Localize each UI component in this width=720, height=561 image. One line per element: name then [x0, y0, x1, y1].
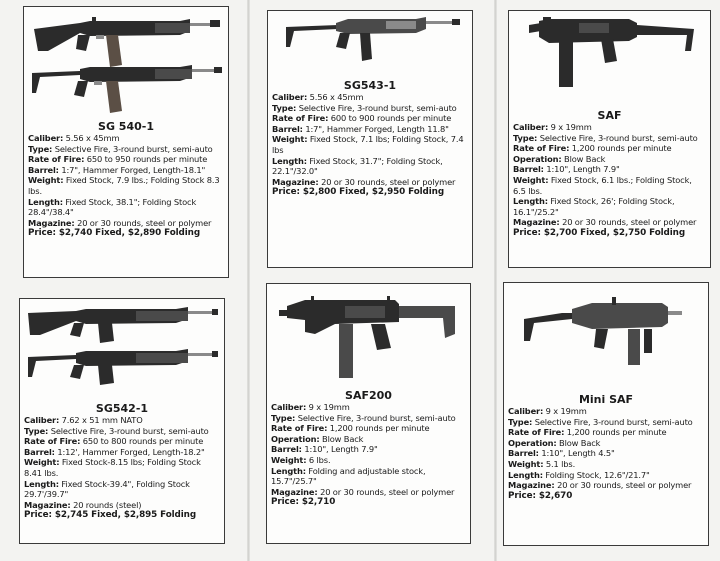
spec-length: Length: Fixed Stock, 31.7"; Folding Stock, 22.1"/32.0": [272, 155, 443, 177]
smg-image: [508, 283, 704, 393]
spec-length: Length: Fixed Stock, 38.1"; Folding Stock 28.4"/38.4": [28, 196, 197, 218]
spec-barrel: Barrel: 1:10", Length 7.9": [271, 444, 378, 455]
model-name: SAF: [597, 109, 622, 122]
spec-type: Type: Selective Fire, 3-round burst, semi-auto: [508, 416, 693, 427]
rifle-folding-stock-icon: [26, 349, 222, 399]
spec-operation: Operation: Blow Back: [271, 433, 364, 444]
spec-length: Length: Fixed Stock-39.4", Folding Stock 29.7'/39.7": [24, 478, 190, 500]
smg-folding-stock-icon: [519, 17, 709, 107]
spec-list: [272, 92, 468, 198]
spec-magazine: Magazine: 20 rounds (steel): [24, 499, 142, 510]
spec-caliber: Caliber: 9 x 19mm: [513, 122, 592, 132]
spec-rate-of-fire: Rate of Fire: 650 to 800 rounds per minute: [24, 436, 204, 447]
spec-length: Length: Fixed Stock, 26'; Folding Stock, 16.1"/25.2": [513, 196, 675, 217]
spec-weight: Weight: 5.1 lbs.: [508, 458, 576, 469]
model-name: SG 540-1: [98, 120, 154, 133]
smg-image: [271, 284, 466, 389]
spec-weight: Weight: Fixed Stock, 7.1 lbs; Folding Stock, 7.4 lbs: [272, 134, 464, 155]
carbine-folding-stock-icon: [276, 15, 472, 75]
page-fold-left: [247, 0, 250, 561]
price: Price: $2,740 Fixed, $2,890 Folding: [28, 228, 201, 239]
spec-barrel: Barrel: 1:12', Hammer Forged, Length-18.2": [24, 446, 205, 457]
spec-magazine: Magazine: 20 or 30 rounds, steel or polymer: [508, 480, 692, 491]
spec-barrel: Barrel: 1:7", Hammer Forged, Length 11.8": [272, 123, 449, 134]
spec-type: Type: Selective Fire, 3-round burst, semi-auto: [28, 143, 213, 154]
spec-list: [508, 406, 704, 502]
model-name: SG543-1: [343, 79, 397, 92]
spec-barrel: Barrel: 1:10", Length 4.5": [508, 448, 615, 459]
price: Price: $2,745 Fixed, $2,895 Folding: [24, 510, 197, 521]
spec-magazine: Magazine: 20 or 30 rounds, steel or polymer: [28, 217, 212, 228]
spec-length: Length: Folding Stock, 12.6"/21.7": [508, 469, 650, 480]
spec-magazine: Magazine: 20 or 30 rounds, steel or polymer: [513, 217, 697, 228]
spec-caliber: Caliber: 7.62 x 51 mm NATO: [24, 415, 143, 425]
spec-operation: Operation: Blow Back: [513, 153, 606, 164]
spec-type: Type: Selective Fire, 3-round burst, semi-auto: [272, 102, 457, 113]
product-card-saf: [508, 10, 711, 268]
model-name: Mini SAF: [578, 393, 634, 406]
page-fold-right: [494, 0, 497, 561]
rifle-image: [24, 299, 220, 402]
spec-rate-of-fire: Rate of Fire: 650 to 950 rounds per minute: [28, 154, 208, 165]
spec-rate-of-fire: Rate of Fire: 1,200 rounds per minute: [271, 423, 430, 434]
spec-rate-of-fire: Rate of Fire: 1,200 rounds per minute: [508, 427, 667, 438]
spec-list: [28, 133, 224, 239]
spec-magazine: Magazine: 20 or 30 rounds, steel or polymer: [272, 176, 456, 187]
product-card-mini-saf: [503, 282, 709, 546]
spec-list: [271, 402, 466, 508]
product-card-sg540-1: [23, 6, 229, 278]
spec-barrel: Barrel: 1:10", Length 7.9": [513, 164, 620, 175]
product-card-sg543-1: [267, 10, 473, 268]
model-name: SAF200: [345, 389, 392, 402]
model-name: SG542-1: [95, 402, 149, 415]
spec-barrel: Barrel: 1:7", Hammer Forged, Length-18.1": [28, 164, 206, 175]
spec-weight: Weight: Fixed Stock, 6.1 lbs.; Folding Stock, 6.5 lbs.: [513, 174, 692, 196]
rifle-image: [28, 7, 224, 120]
smg-railed-folding-stock-icon: [275, 288, 471, 388]
product-card-sg542-1: [19, 298, 225, 544]
spec-caliber: Caliber: 5.56 x 45mm: [28, 133, 120, 143]
spec-weight: Weight: 6 lbs.: [271, 454, 331, 465]
spec-caliber: Caliber: 9 x 19mm: [508, 406, 587, 416]
product-card-saf200: [266, 283, 471, 544]
spec-caliber: Caliber: 5.56 x 45mm: [272, 92, 364, 102]
price: Price: $2,700 Fixed, $2,750 Folding: [513, 227, 686, 238]
spec-rate-of-fire: Rate of Fire: 600 to 900 rounds per minute: [272, 113, 452, 124]
spec-weight: Weight: Fixed Stock, 7.9 lbs.; Folding Stock 8.3 lbs.: [28, 175, 220, 196]
price: Price: $2,710: [271, 497, 336, 508]
spec-type: Type: Selective Fire, 3-round burst, semi-auto: [271, 412, 456, 423]
spec-length: Length: Folding and adjustable stock, 15.7"/25.7": [271, 465, 426, 487]
spec-operation: Operation: Blow Back: [508, 437, 601, 448]
compact-smg-folding-stock-icon: [512, 289, 708, 389]
spec-rate-of-fire: Rate of Fire: 1,200 rounds per minute: [513, 143, 672, 154]
rifle-folding-stock-icon: [30, 65, 226, 125]
spec-weight: Weight: Fixed Stock-8.15 lbs; Folding Stock 8.41 lbs.: [24, 457, 201, 478]
carbine-image: [272, 11, 468, 79]
spec-list: [513, 122, 706, 239]
price: Price: $2,800 Fixed, $2,950 Folding: [272, 187, 445, 198]
price: Price: $2,670: [508, 490, 573, 501]
spec-magazine: Magazine: 20 or 30 rounds, steel or polymer: [271, 486, 455, 497]
smg-image: [513, 11, 706, 109]
spec-type: Type: Selective Fire, 3-round burst, semi-auto: [24, 425, 209, 436]
spec-list: [24, 415, 220, 521]
spec-caliber: Caliber: 9 x 19mm: [271, 402, 350, 412]
spec-type: Type: Selective Fire, 3-round burst, semi-auto: [513, 132, 698, 143]
